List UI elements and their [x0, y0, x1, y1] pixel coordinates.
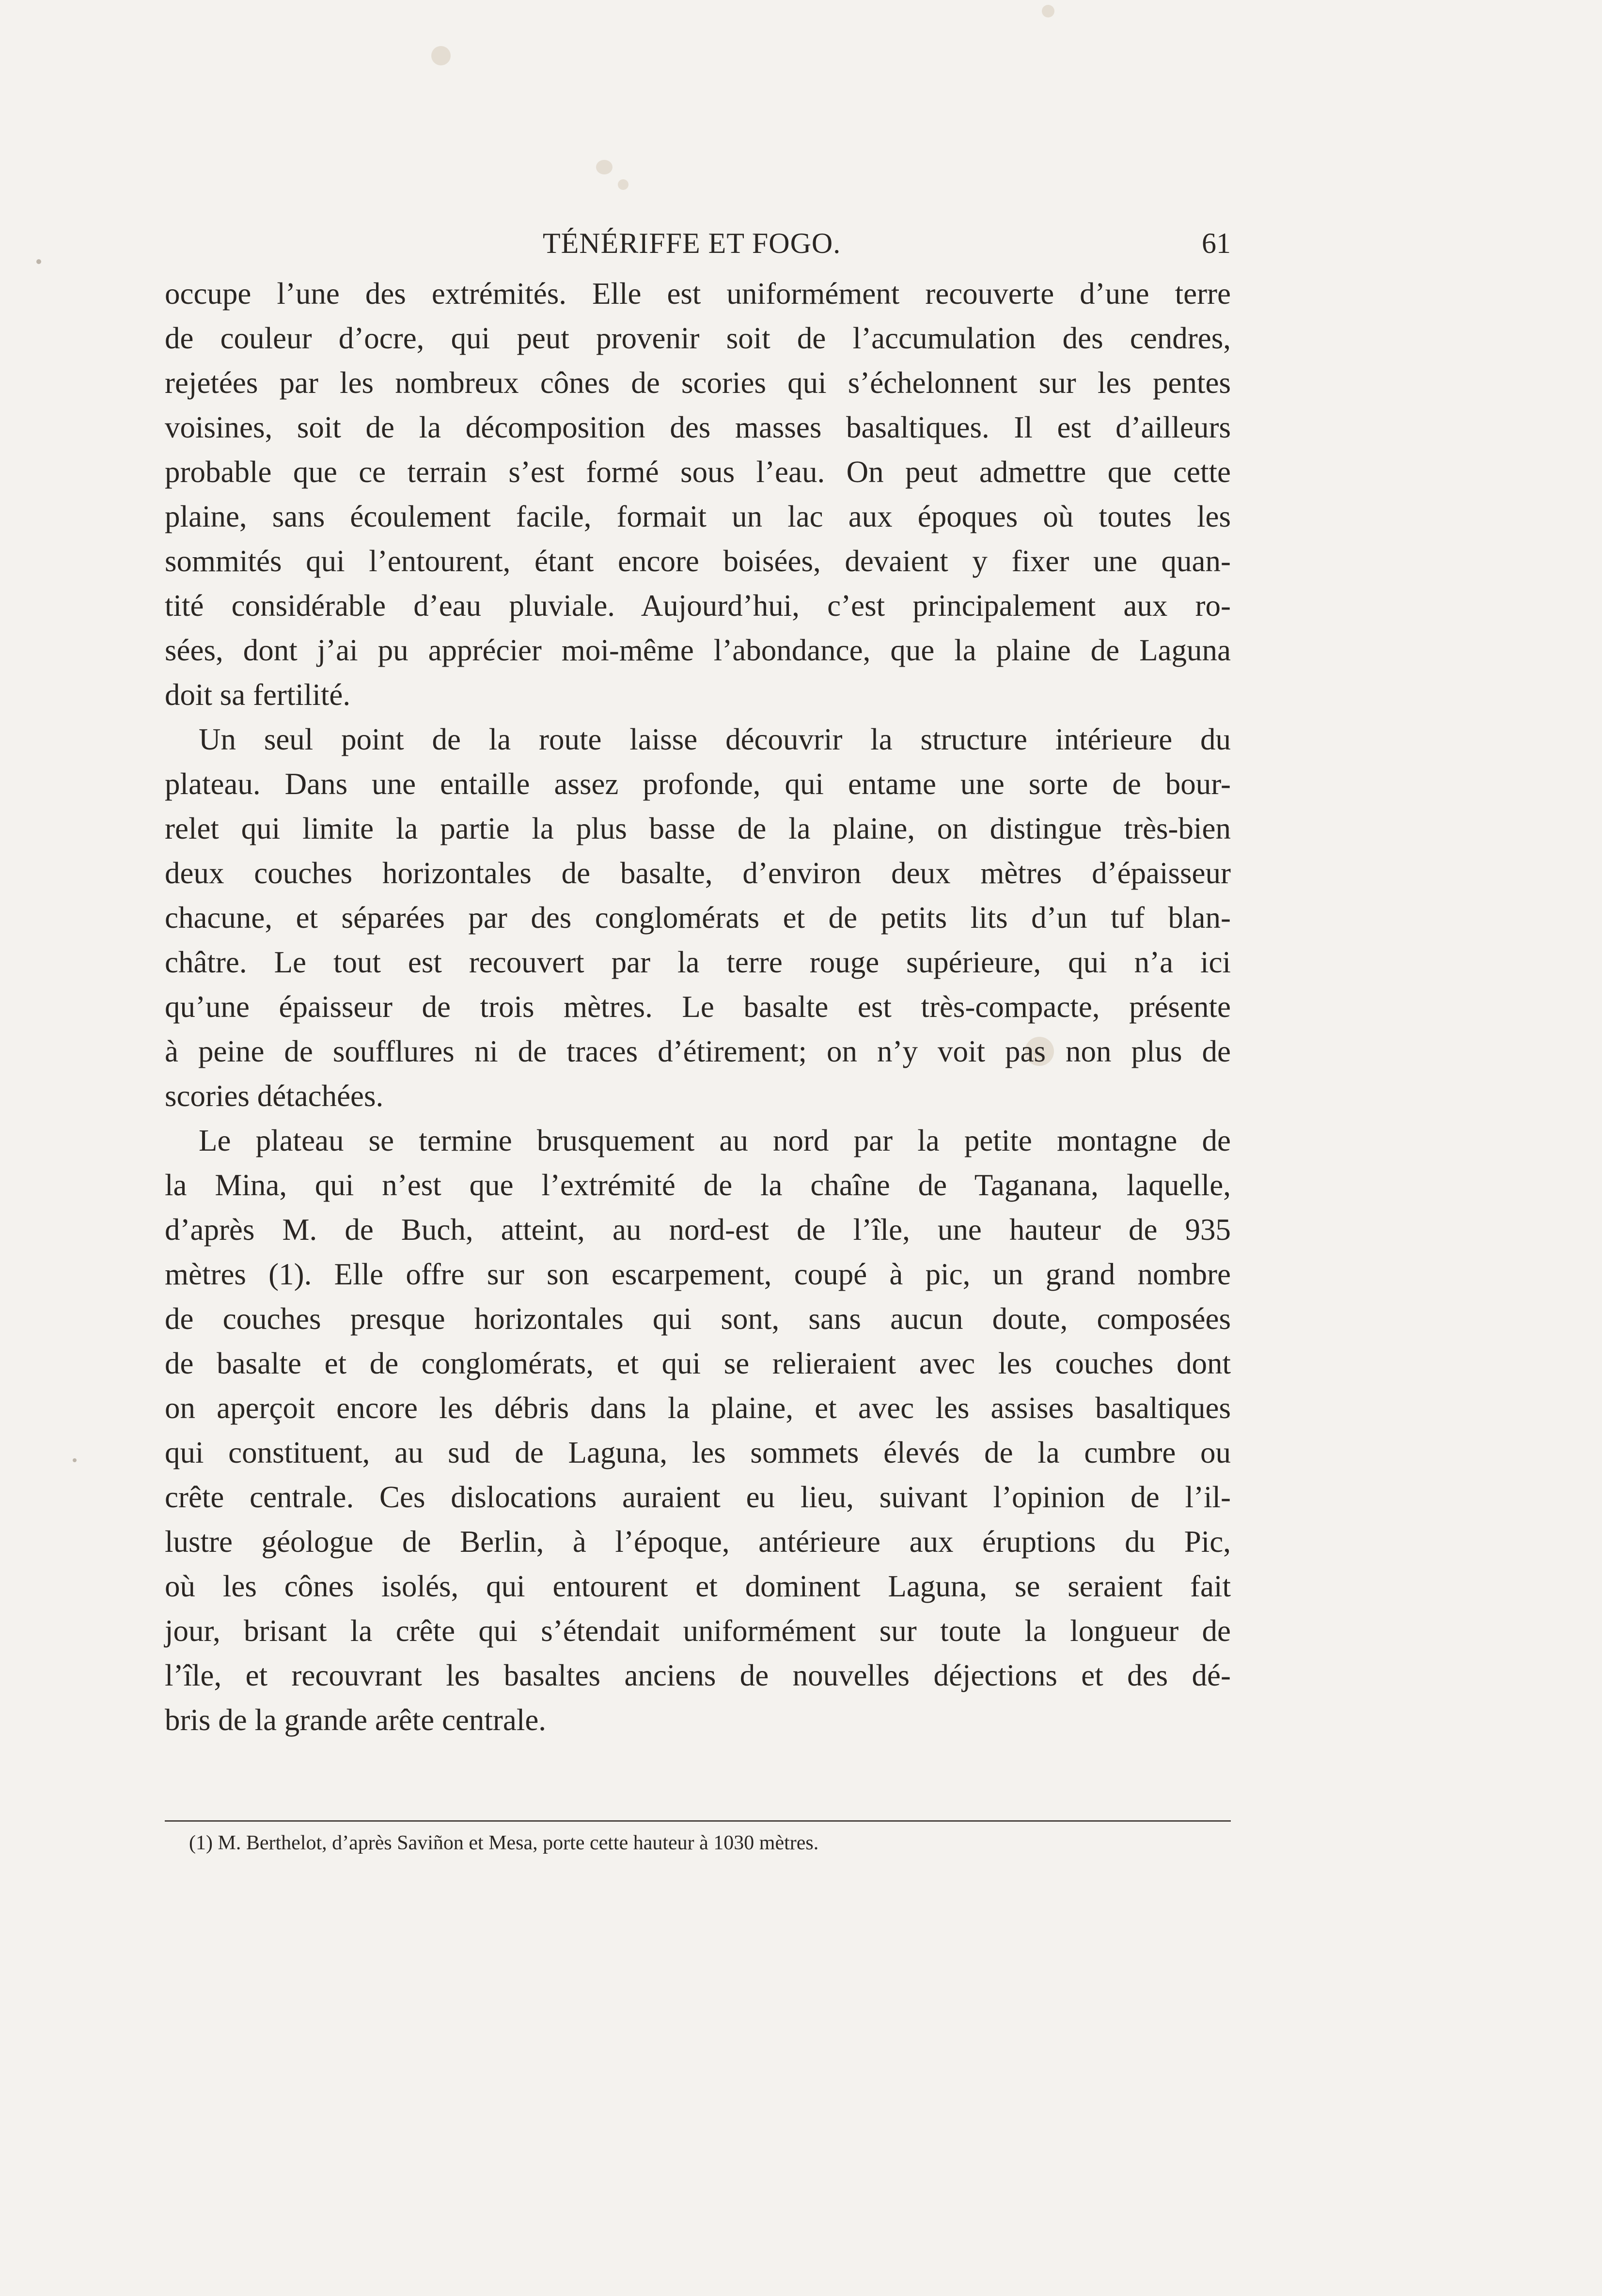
text-line: Le plateau se termine brusquement au nord par la petite montagne de [199, 1124, 1231, 1157]
footnote: (1) M. Berthelot, d’après Saviñon et Mesa, porte cette hauteur à 1030 mètres. [189, 1832, 819, 1854]
text-line: deux couches horizontales de basalte, d’environ deux mètres d’épaisseur [165, 856, 1231, 890]
text-line: sommités qui l’entourent, étant encore boisées, devaient y fixer une quan- [165, 544, 1231, 578]
text-line: de basalte et de conglomérats, et qui se relieraient avec les couches dont [165, 1346, 1231, 1380]
text-line: qu’une épaisseur de trois mètres. Le basalte est très-compacte, présente [165, 990, 1231, 1024]
text-line: qui constituent, au sud de Laguna, les sommets élevés de la cumbre ou [165, 1436, 1231, 1469]
text-line: voisines, soit de la décomposition des masses basaltiques. Il est d’ailleurs [165, 410, 1231, 444]
text-line: mètres (1). Elle offre sur son escarpement, coupé à pic, un grand nombre [165, 1257, 1231, 1291]
paper-speck [431, 46, 451, 65]
text-line: relet qui limite la partie la plus basse de la plaine, on distingue très-bien [165, 812, 1231, 845]
body-text [165, 271, 1231, 1742]
text-line: châtre. Le tout est recouvert par la terre rouge supérieure, qui n’a ici [165, 945, 1231, 979]
paragraph [165, 1118, 1231, 1742]
paragraph [165, 717, 1231, 1118]
page-number: 61 [1202, 227, 1231, 259]
paragraph [165, 271, 1231, 717]
text-line: chacune, et séparées par des conglomérats et de petits lits d’un tuf blan- [165, 901, 1231, 935]
footnote-rule [165, 1820, 1231, 1822]
paper-speck [36, 259, 41, 264]
text-line: doit sa fertilité. [165, 678, 351, 712]
text-line: bris de la grande arête centrale. [165, 1703, 547, 1737]
text-line: probable que ce terrain s’est formé sous l’eau. On peut admettre que cette [165, 455, 1231, 489]
text-line: où les cônes isolés, qui entourent et dominent Laguna, se seraient fait [165, 1569, 1231, 1603]
text-line: lustre géologue de Berlin, à l’époque, antérieure aux éruptions du Pic, [165, 1525, 1231, 1559]
paper-speck [596, 160, 613, 174]
page-header [165, 227, 1231, 270]
text-line: d’après M. de Buch, atteint, au nord-est de l’île, une hauteur de 935 [165, 1213, 1231, 1247]
paper-speck [73, 1458, 77, 1462]
text-line: scories détachées. [165, 1079, 384, 1113]
text-line: l’île, et recouvrant les basaltes anciens de nouvelles déjections et des dé- [165, 1658, 1231, 1692]
text-line: plateau. Dans une entaille assez profonde, qui entame une sorte de bour- [165, 767, 1231, 801]
text-line: la Mina, qui n’est que l’extrémité de la chaîne de Taganana, laquelle, [165, 1168, 1231, 1202]
text-line: tité considérable d’eau pluviale. Aujourd’hui, c’est principalement aux ro- [165, 589, 1231, 623]
text-line: rejetées par les nombreux cônes de scories qui s’échelonnent sur les pentes [165, 366, 1231, 400]
text-line: de couleur d’ocre, qui peut provenir soit de l’accumulation des cendres, [165, 321, 1231, 355]
text-line: sées, dont j’ai pu apprécier moi-même l’abondance, que la plaine de Laguna [165, 633, 1231, 667]
paper-speck [1042, 5, 1054, 17]
text-line: de couches presque horizontales qui sont, sans aucun doute, composées [165, 1302, 1231, 1336]
text-line: on aperçoit encore les débris dans la plaine, et avec les assises basaltiques [165, 1391, 1231, 1425]
text-line: jour, brisant la crête qui s’étendait uniformément sur toute la longueur de [165, 1614, 1231, 1648]
text-line: crête centrale. Ces dislocations auraient eu lieu, suivant l’opinion de l’il- [165, 1480, 1231, 1514]
running-title: TÉNÉRIFFE ET FOGO. [543, 227, 841, 259]
text-line: Un seul point de la route laisse découvrir la structure intérieure du [199, 722, 1231, 756]
paper-speck [618, 179, 628, 190]
text-line: à peine de soufflures ni de traces d’étirement; on n’y voit pas non plus de [165, 1034, 1231, 1068]
text-line: occupe l’une des extrémités. Elle est uniformément recouverte d’une terre [165, 277, 1231, 311]
text-line: plaine, sans écoulement facile, formait un lac aux époques où toutes les [165, 500, 1231, 533]
